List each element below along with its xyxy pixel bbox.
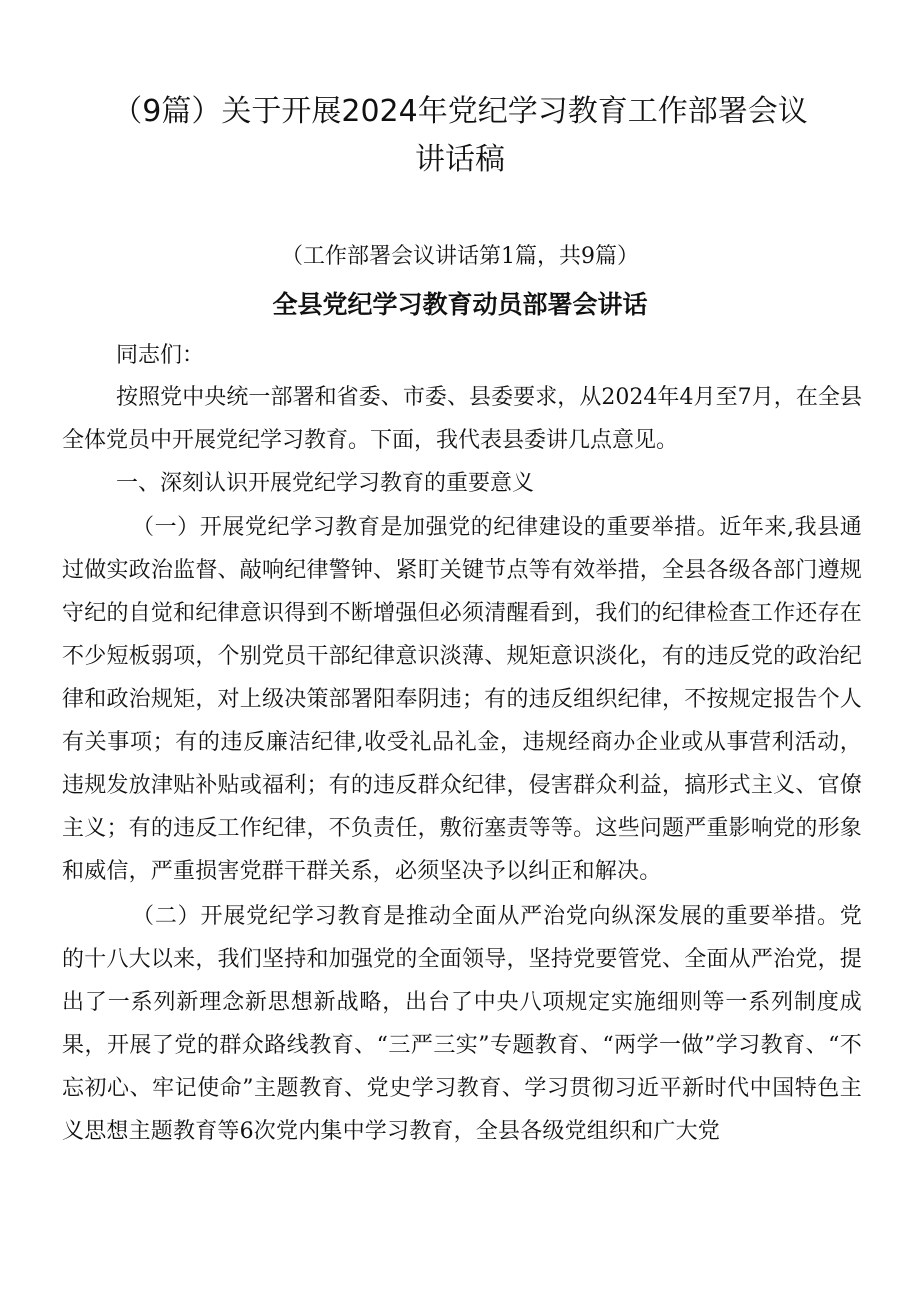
document-title-line2: 讲话稿 (415, 142, 505, 177)
greeting: 同志们： (116, 343, 205, 368)
intro-paragraph: 按照党中央统一部署和省委、市委、县委要求，从2024年4月至7月，在全县全体党员中开展党纪学习教育。下面，我代表县委讲几点意见。 (62, 385, 862, 453)
speech-title: 全县党纪学习教育动员部署会讲话 (272, 290, 648, 319)
paragraph-1: （一）开展党纪学习教育是加强党的纪律建设的重要举措。近年来,我县通过做实政治监督、敲响纪律警钟、紧盯关键节点等有效举措，全县各级各部门遵规守纪的自觉和纪律意识得到不断增强但必须清醒看到，我们的纪律检查工作还存在不少短板弱项，个别党员干部纪律意识淡薄、规矩意识淡化，有的违反党的政治纪律和政治规矩，对上级决策部署阳奉阴违；有的违反组织纪律，不按规定报告个人有关事项；有的违反廉洁纪律,收受礼品礼金，违规经商办企业或从事营利活动，违规发放津贴补贴或福利；有的违反群众纪律，侵害群众利益，搞形式主义、官僚主义；有的违反工作纪律，不负责任，敷衍塞责等等。这些问题严重影响党的形象和威信，严重损害党群干群关系，必须坚决予以纠正和解决。 (62, 515, 862, 884)
paragraph-2: （二）开展党纪学习教育是推动全面从严治党向纵深发展的重要举措。党的十八大以来，我们坚持和加强党的全面领导，坚持党要管党、全面从严治党，提出了一系列新理念新思想新战略，出台了中央八项规定实施细则等一系列制度成果，开展了党的群众路线教育、“三严三实”专题教育、“两学一做”学习教育、“不忘初心、牢记使命”主题教育、党史学习教育、学习贯彻习近平新时代中国特色主义思想主题教育等6次党内集中学习教育，全县各级党组织和广大党 (62, 904, 862, 1144)
section-heading-1: 一、深刻认识开展党纪学习教育的重要意义 (116, 471, 535, 496)
document-title-line1: （9篇）关于开展2024年党纪学习教育工作部署会议 (112, 94, 808, 129)
document-subtitle: （工作部署会议讲话第1篇，共9篇） (281, 244, 639, 269)
